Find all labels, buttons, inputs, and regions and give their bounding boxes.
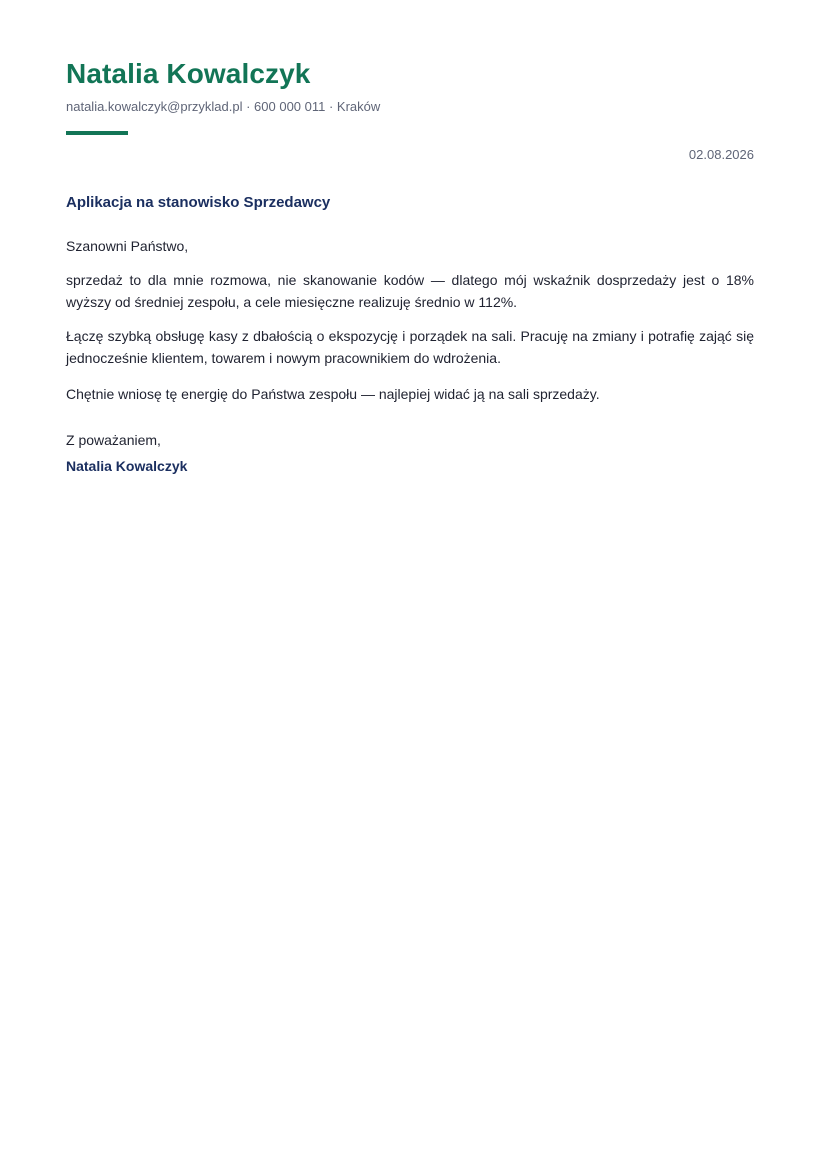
cover-letter-page [66, 0, 754, 1160]
applicant-name: Natalia Kowalczyk [66, 58, 311, 89]
body-paragraph-3: Chętnie wniosę tę energię do Państwa zespołu — najlepiej widać ją na sali sprzedaży. [66, 386, 600, 402]
signature-name: Natalia Kowalczyk [66, 458, 188, 474]
letter-date: 02.08.2026 [688, 147, 754, 162]
salutation: Szanowni Państwo, [66, 238, 189, 254]
accent-divider [66, 131, 128, 135]
closing-phrase: Z poważaniem, [66, 432, 161, 448]
body-paragraph-1: sprzedaż to dla mnie rozmowa, nie skanowanie kodów — dlatego mój wskaźnik dosprzedaży jest o 18% wyższy od średniej zespołu, a cele miesięczne realizuję średnio w 112%. [66, 272, 754, 310]
body-paragraph-2: Łączę szybką obsługę kasy z dbałością o ekspozycję i porządek na sali. Pracuję na zmiany i potrafię zająć się jednocześnie klientem, towarem i nowym pracownikiem do wdrożenia. [66, 328, 754, 366]
contact-line: natalia.kowalczyk@przyklad.pl · 600 000 011 · Kraków [66, 99, 381, 114]
letter-subject: Aplikacja na stanowisko Sprzedawcy [66, 194, 331, 211]
